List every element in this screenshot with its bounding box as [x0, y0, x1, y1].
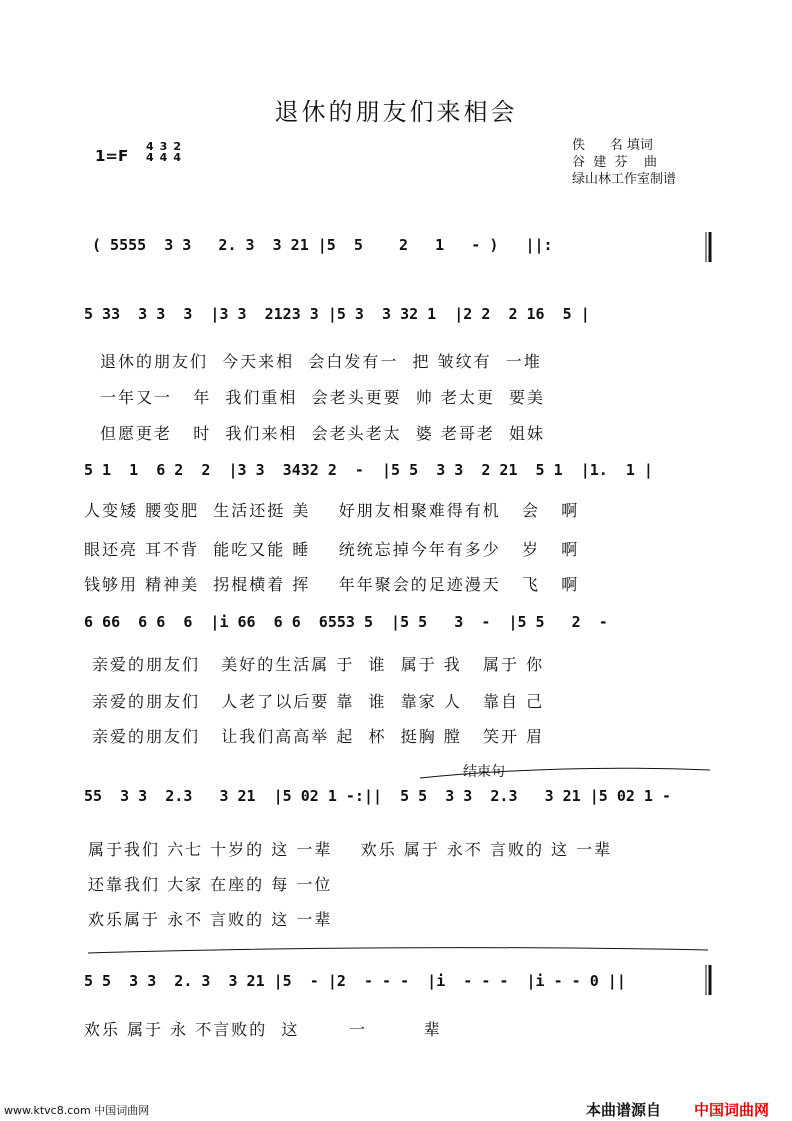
- score-row-1: 5 33 3 3 3 |3 3 2123 3 |5 3 3 32 1 |2 2 2 16 5 |: [84, 305, 590, 323]
- score-row-3: 6 66 6 6 6 |i 66 6 6 6553 5 |5 5 3 - |5 5 2 -: [84, 613, 608, 631]
- lyricist-credit: 佚 名 填词: [572, 138, 653, 153]
- score-row-4: 55 3 3 2.3 3 21 |5 02 1 -:|| 5 5 3 3 2.3 3 21 |5 02 1 -: [84, 787, 671, 805]
- lyric-line: 还靠我们 大家 在座的 每 一位: [88, 875, 333, 894]
- ending-label: 结束句: [463, 764, 505, 780]
- score-row-5: 5 5 3 3 2. 3 3 21 |5 - |2 - - - |i - - - |i - - 0 ||: [84, 972, 626, 990]
- page-title: 退休的朋友们来相会: [274, 98, 518, 126]
- lyric-line: 亲爱的朋友们 美好的生活属 于 谁 属于 我 属于 你: [92, 655, 545, 674]
- lyric-line: 钱够用 精神美 拐棍横着 挥 年年聚会的足迹漫天 飞 啊: [84, 575, 580, 594]
- lyric-line: 属于我们 六七 十岁的 这 一辈 欢乐 属于 永不 言败的 这 一辈: [88, 840, 613, 859]
- lyric-line: 但愿更老 时 我们来相 会老头老太 婆 老哥老 姐妹: [100, 424, 546, 443]
- footer-source-label: 本曲谱源自: [586, 1101, 662, 1119]
- time-signature: 2 4: [173, 140, 181, 164]
- lyric-line: 人变矮 腰变肥 生活还挺 美 好朋友相聚难得有机 会 啊: [84, 501, 580, 520]
- footer-source-site: 中国词曲网: [694, 1101, 770, 1119]
- score-row-intro: ( 5555 3 3 2. 3 3 21 |5 5 2 1 - ) ||:: [92, 236, 553, 254]
- time-signature: 3 4: [159, 140, 168, 164]
- lyric-line: 欢乐 属于 永 不言败的 这 一 辈: [84, 1020, 442, 1039]
- score-row-2: 5 1 1 6 2 2 |3 3 3432 2 - |5 5 3 3 2 21 5 1 |1. 1 |: [84, 461, 653, 479]
- composer-credit: 谷 建 芬 曲: [572, 155, 658, 170]
- footer-site-text: www.ktvc8.com 中国词曲网: [4, 1104, 150, 1117]
- lyric-line: 亲爱的朋友们 人老了以后要 靠 谁 靠家 人 靠自 己: [92, 692, 545, 711]
- lyric-line: 一年又一 年 我们重相 会老头更要 帅 老太更 要美: [100, 388, 546, 407]
- lyric-line: 退休的朋友们 今天来相 会白发有一 把 皱纹有 一堆: [100, 352, 542, 371]
- lyric-line: 亲爱的朋友们 让我们高高举 起 杯 挺胸 膛 笑开 眉: [92, 727, 545, 746]
- key-signature: 1=F: [95, 147, 129, 165]
- transcriber-credit: 绿山林工作室制谱: [572, 172, 677, 187]
- lyric-line: 眼还亮 耳不背 能吃又能 睡 统统忘掉今年有多少 岁 啊: [84, 540, 580, 559]
- time-signature: 4 4: [146, 140, 154, 164]
- lyric-line: 欢乐属于 永不 言败的 这 一辈: [88, 910, 333, 929]
